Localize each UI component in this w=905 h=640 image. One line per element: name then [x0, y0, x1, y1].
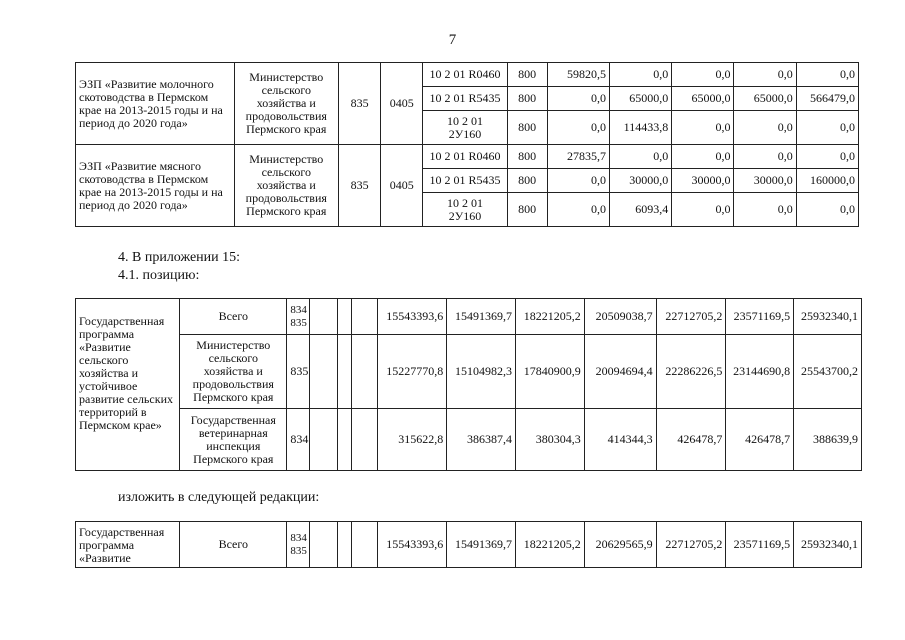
value-cell: 426478,7	[726, 409, 794, 471]
paragraph-position: 4.1. позицию:	[118, 268, 200, 283]
program-name-cell: ЭЗП «Развитие мясного скотоводства в Пермском крае на 2013-2015 годы и на период до 2020 года»	[76, 145, 235, 227]
value-cell: 0,0	[672, 145, 734, 169]
value-cell: 0,0	[609, 63, 671, 87]
value-cell: 65000,0	[609, 87, 671, 111]
value-cell: 30000,0	[609, 169, 671, 193]
value-cell: 426478,7	[656, 409, 726, 471]
kbk-code-cell: 10 2 01 R0460	[423, 63, 507, 87]
value-cell: 15104982,3	[447, 335, 516, 409]
kbk-code-cell: 10 2 01 R5435	[423, 169, 507, 193]
value-cell: 0,0	[547, 169, 609, 193]
value-cell: 20094694,4	[584, 335, 656, 409]
paragraph-appendix: 4. В приложении 15:	[118, 250, 241, 265]
value-cell: 23571169,5	[726, 522, 794, 568]
expense-type-cell: 800	[507, 63, 547, 87]
program-name-cell: ЭЗП «Развитие молочного скотоводства в Пермском крае на 2013-2015 годы и на период до 2020 года»	[76, 63, 235, 145]
value-cell: 380304,3	[515, 409, 584, 471]
value-cell: 30000,0	[672, 169, 734, 193]
value-cell: 30000,0	[734, 169, 796, 193]
page-number: 7	[448, 32, 457, 48]
value-cell: 15491369,7	[447, 299, 516, 335]
value-cell: 160000,0	[796, 169, 858, 193]
value-cell: 22286226,5	[656, 335, 726, 409]
inspection-cell: Государственная ветеринарная инспекция Пермского края	[180, 409, 287, 471]
admin-code-cell: 834	[287, 409, 309, 471]
value-cell: 65000,0	[672, 87, 734, 111]
value-cell: 20509038,7	[584, 299, 656, 335]
value-cell: 15491369,7	[447, 522, 516, 568]
row-total-label: Всего	[180, 522, 287, 568]
kbk-code-cell: 10 2 01 R0460	[423, 145, 507, 169]
value-cell: 59820,5	[547, 63, 609, 87]
expense-type-cell: 800	[507, 87, 547, 111]
value-cell: 0,0	[547, 87, 609, 111]
value-cell: 0,0	[796, 63, 858, 87]
row-total-label: Всего	[180, 299, 287, 335]
value-cell: 0,0	[734, 63, 796, 87]
value-cell: 25932340,1	[794, 299, 862, 335]
admin-code-cell: 834 835	[287, 522, 309, 568]
value-cell: 15543393,6	[378, 522, 447, 568]
value-cell: 25932340,1	[794, 522, 862, 568]
value-cell: 23144690,8	[726, 335, 794, 409]
value-cell: 315622,8	[378, 409, 447, 471]
value-cell: 20629565,9	[584, 522, 656, 568]
value-cell: 386387,4	[447, 409, 516, 471]
value-cell: 0,0	[672, 193, 734, 227]
expense-type-cell: 800	[507, 145, 547, 169]
admin-code-cell: 834 835	[287, 299, 309, 335]
value-cell: 17840900,9	[515, 335, 584, 409]
admin-code-cell: 835	[287, 335, 309, 409]
value-cell: 65000,0	[734, 87, 796, 111]
value-cell: 15543393,6	[378, 299, 447, 335]
budget-table-1	[75, 62, 859, 227]
program-name-cell: Государственная программа «Развитие	[76, 522, 180, 568]
ministry-cell: Министерство сельского хозяйства и продовольствия Пермского края	[180, 335, 287, 409]
expense-type-cell: 800	[507, 193, 547, 227]
ministry-cell: Министерство сельского хозяйства и продовольствия Пермского края	[234, 145, 338, 227]
value-cell: 0,0	[672, 111, 734, 145]
budget-table-3	[75, 521, 862, 568]
value-cell: 0,0	[734, 111, 796, 145]
value-cell: 22712705,2	[656, 299, 726, 335]
kbk-code-cell: 10 2 01 R5435	[423, 87, 507, 111]
value-cell: 566479,0	[796, 87, 858, 111]
value-cell: 0,0	[734, 145, 796, 169]
value-cell: 25543700,2	[794, 335, 862, 409]
value-cell: 27835,7	[547, 145, 609, 169]
value-cell: 18221205,2	[515, 522, 584, 568]
value-cell: 0,0	[796, 111, 858, 145]
section-code-cell: 0405	[381, 145, 423, 227]
paragraph-new-edition: изложить в следующей редакции:	[118, 490, 320, 505]
value-cell: 388639,9	[794, 409, 862, 471]
kbk-code-cell: 10 2 01 2У160	[423, 111, 507, 145]
value-cell: 15227770,8	[378, 335, 447, 409]
value-cell: 18221205,2	[515, 299, 584, 335]
value-cell: 414344,3	[584, 409, 656, 471]
value-cell: 0,0	[672, 63, 734, 87]
kbk-code-cell: 10 2 01 2У160	[423, 193, 507, 227]
section-code-cell: 0405	[381, 63, 423, 145]
budget-table-2	[75, 298, 862, 471]
value-cell: 0,0	[734, 193, 796, 227]
admin-code-cell: 835	[338, 63, 380, 145]
program-name-cell: Государственная программа «Развитие сельского хозяйства и устойчивое развитие сельских территорий в Пермском крае»	[76, 299, 180, 471]
value-cell: 23571169,5	[726, 299, 794, 335]
value-cell: 0,0	[547, 111, 609, 145]
admin-code-cell: 835	[338, 145, 380, 227]
ministry-cell: Министерство сельского хозяйства и продовольствия Пермского края	[234, 63, 338, 145]
value-cell: 22712705,2	[656, 522, 726, 568]
expense-type-cell: 800	[507, 111, 547, 145]
value-cell: 0,0	[796, 193, 858, 227]
value-cell: 0,0	[796, 145, 858, 169]
value-cell: 114433,8	[609, 111, 671, 145]
value-cell: 0,0	[609, 145, 671, 169]
expense-type-cell: 800	[507, 169, 547, 193]
value-cell: 0,0	[547, 193, 609, 227]
value-cell: 6093,4	[609, 193, 671, 227]
